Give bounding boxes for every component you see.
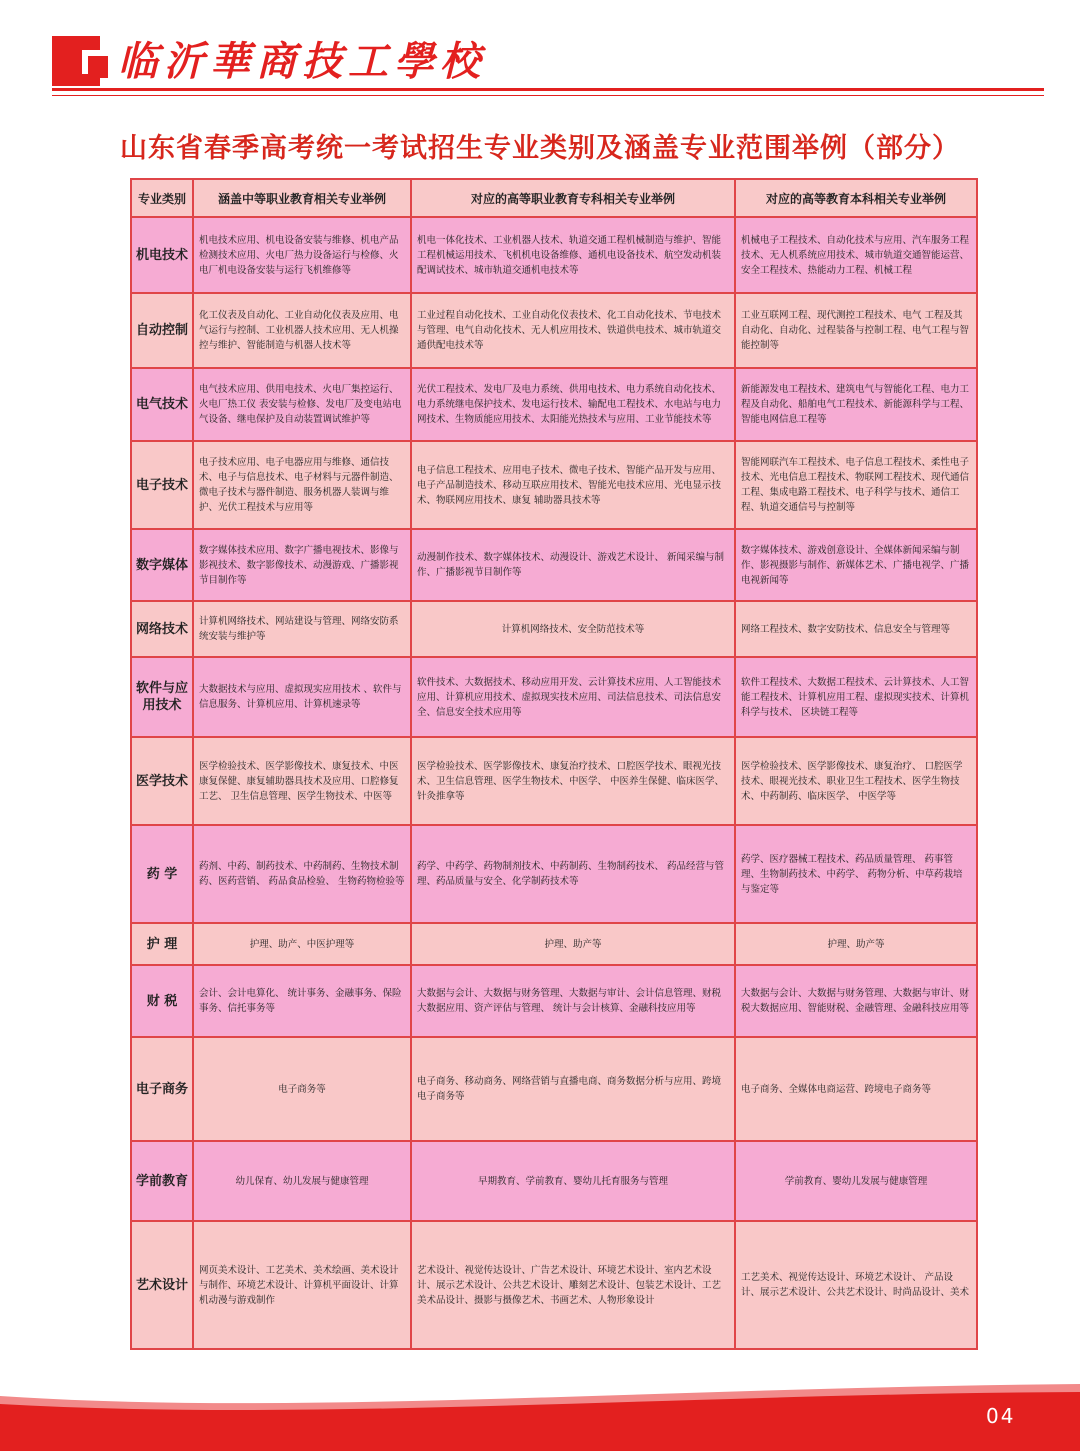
row-bachelor: 药学、医疗器械工程技术、药品质量管理、 药事管理、生物制药技术、中药学、 药物分析、中草药栽培与鉴定等 (735, 825, 977, 923)
row-secondary: 大数据技术与应用、虚拟现实应用技术 、软件与信息服务、计算机应用、计算机速录等 (193, 657, 411, 737)
row-college: 工业过程自动化技术、工业自动化仪表技术、化工自动化技术、节电技术与管理、电气自动化技术、无人机应用技术、铁道供电技术、城市轨道交通供配电技术等 (411, 293, 735, 368)
table-row (131, 737, 977, 825)
table-row (131, 657, 977, 737)
row-bachelor: 大数据与会计、大数据与财务管理、大数据与审计、财税大数据应用、智能财税、金融管理、金融科技应用等 (735, 965, 977, 1037)
row-college: 护理、助产等 (411, 923, 735, 965)
row-category: 护 理 (131, 923, 193, 965)
header-divider (52, 88, 1044, 91)
header-divider-thin (52, 95, 1044, 96)
table-row (131, 293, 977, 368)
row-college: 医学检验技术、医学影像技术、康复治疗技术、口腔医学技术、眼视光技术、卫生信息管理、医学生物技术、中医学、 中医养生保健、临床医学、针灸推拿等 (411, 737, 735, 825)
table-row (131, 1141, 977, 1221)
header-college: 对应的高等职业教育专科相关专业举例 (411, 179, 735, 217)
row-category: 学前教育 (131, 1141, 193, 1221)
row-bachelor: 数字媒体技术、游戏创意设计、全媒体新闻采编与制作、影视摄影与制作、新媒体艺术、广播电视学、广播电视新闻等 (735, 529, 977, 601)
row-college: 光伏工程技术、发电厂及电力系统、供用电技术、电力系统自动化技术、电力系统继电保护技术、发电运行技术、输配电工程技术、水电站与电力网技术、生物质能应用技术、太阳能光热技术与应用、工业节能技术等 (411, 368, 735, 441)
row-bachelor: 电子商务、全媒体电商运营、跨境电子商务等 (735, 1037, 977, 1141)
row-bachelor: 医学检验技术、医学影像技术、康复治疗、 口腔医学技术、眼视光技术、职业卫生工程技术、医学生物技术、中药制药、临床医学、 中医学等 (735, 737, 977, 825)
row-category: 电子商务 (131, 1037, 193, 1141)
row-category: 电子技术 (131, 441, 193, 529)
row-secondary: 化工仪表及自动化、工业自动化仪表及应用、电气运行与控制、工业机器人技术应用、无人机操控与维护、智能制造与机器人技术等 (193, 293, 411, 368)
row-secondary: 护理、助产、中医护理等 (193, 923, 411, 965)
row-bachelor: 软件工程技术、大数据工程技术、云计算技术、人工智能工程技术、计算机应用工程、虚拟现实技术、计算机科学与技术、 区块链工程等 (735, 657, 977, 737)
row-secondary: 电子技术应用、电子电器应用与维修、通信技术、电子与信息技术、电子材料与元器件制造、微电子技术与器件制造、服务机器人装调与维护、光伏工程技术与应用等 (193, 441, 411, 529)
row-secondary: 药剂、中药、制药技术、中药制药、生物技术制药、医药营销、 药品食品检验、 生物药物检验等 (193, 825, 411, 923)
row-bachelor: 护理、助产等 (735, 923, 977, 965)
table-row (131, 217, 977, 293)
table-row (131, 1037, 977, 1141)
row-college: 计算机网络技术、安全防范技术等 (411, 601, 735, 657)
table-row (131, 441, 977, 529)
row-category: 财 税 (131, 965, 193, 1037)
table-row (131, 923, 977, 965)
page-header (0, 0, 1080, 100)
row-secondary: 网页美术设计、工艺美术、美术绘画、美术设计与制作、环境艺术设计、计算机平面设计、计算机动漫与游戏制作 (193, 1221, 411, 1349)
row-secondary: 医学检验技术、医学影像技术、康复技术、中医康复保健、康复辅助器具技术及应用、口腔修复工艺、 卫生信息管理、医学生物技术、中医等 (193, 737, 411, 825)
row-category: 网络技术 (131, 601, 193, 657)
row-bachelor: 网络工程技术、数字安防技术、信息安全与管理等 (735, 601, 977, 657)
table-row (131, 1221, 977, 1349)
row-college: 大数据与会计、大数据与财务管理、大数据与审计、会计信息管理、财税大数据应用、资产评估与管理、 统计与会计核算、金融科技应用等 (411, 965, 735, 1037)
row-college: 电子商务、移动商务、网络营销与直播电商、商务数据分析与应用、跨境电子商务等 (411, 1037, 735, 1141)
table-row (131, 825, 977, 923)
footer-wave-decoration (0, 1382, 1080, 1451)
school-logo-icon (52, 36, 112, 90)
table-row (131, 529, 977, 601)
row-category: 软件与应用技术 (131, 657, 193, 737)
row-bachelor: 学前教育、婴幼儿发展与健康管理 (735, 1141, 977, 1221)
page-number: 04 (986, 1404, 1016, 1428)
row-college: 电子信息工程技术、应用电子技术、微电子技术、智能产品开发与应用、电子产品制造技术、移动互联应用技术、智能光电技术应用、光电显示技术、物联网应用技术、康复 辅助器具技术等 (411, 441, 735, 529)
row-bachelor: 工艺美术、视觉传达设计、环境艺术设计、 产品设计、展示艺术设计、公共艺术设计、时尚品设计、美术 (735, 1221, 977, 1349)
row-secondary: 幼儿保育、幼儿发展与健康管理 (193, 1141, 411, 1221)
row-college: 动漫制作技术、数字媒体技术、动漫设计、游戏艺术设计、 新闻采编与制作、广播影视节目制作等 (411, 529, 735, 601)
row-bachelor: 工业互联网工程、现代测控工程技术、电气 工程及其自动化、自动化、过程装备与控制工程、电气工程与智能控制等 (735, 293, 977, 368)
row-secondary: 计算机网络技术、网站建设与管理、网络安防系统安装与维护等 (193, 601, 411, 657)
row-college: 早期教育、学前教育、婴幼儿托育服务与管理 (411, 1141, 735, 1221)
header-secondary: 涵盖中等职业教育相关专业举例 (193, 179, 411, 217)
row-secondary: 电子商务等 (193, 1037, 411, 1141)
row-college: 机电一体化技术、工业机器人技术、轨道交通工程机械制造与维护、智能工程机械运用技术、飞机机电设备维修、通机电设备技术、航空发动机装配调试技术、城市轨道交通机电技术等 (411, 217, 735, 293)
row-bachelor: 新能源发电工程技术、建筑电气与智能化工程、电力工程及自动化、船舶电气工程技术、新能源科学与工程、智能电网信息工程等 (735, 368, 977, 441)
row-category: 数字媒体 (131, 529, 193, 601)
row-category: 机电技术 (131, 217, 193, 293)
row-college: 艺术设计、视觉传达设计、广告艺术设计、环境艺术设计、室内艺术设计、展示艺术设计、公共艺术设计、雕刻艺术设计、包装艺术设计、工艺美术品设计、摄影与摄像艺术、书画艺术、人物形象设计 (411, 1221, 735, 1349)
table-row (131, 601, 977, 657)
header-category: 专业类别 (131, 179, 193, 217)
row-secondary: 电气技术应用、供用电技术、火电厂集控运行、火电厂热工仪 表安装与检修、发电厂及变电站电气设备、继电保护及自动装置调试维护等 (193, 368, 411, 441)
majors-table (130, 178, 978, 1350)
table-header-row (131, 179, 977, 217)
row-secondary: 会计、会计电算化、 统计事务、金融事务、保险事务、信托事务等 (193, 965, 411, 1037)
row-bachelor: 机械电子工程技术、自动化技术与应用、汽车服务工程技术、无人机系统应用技术、城市轨道交通智能运营、安全工程技术、热能动力工程、机械工程 (735, 217, 977, 293)
row-category: 药 学 (131, 825, 193, 923)
row-bachelor: 智能网联汽车工程技术、电子信息工程技术、柔性电子技术、光电信息工程技术、物联网工程技术、现代通信工程、集成电路工程技术、电子科学与技术、通信工程、轨道交通信号与控制等 (735, 441, 977, 529)
row-category: 医学技术 (131, 737, 193, 825)
row-secondary: 机电技术应用、机电设备安装与维修、机电产品检测技术应用、火电厂热力设备运行与检修、火电厂机电设备安装与运行飞机维修等 (193, 217, 411, 293)
row-category: 电气技术 (131, 368, 193, 441)
row-college: 药学、中药学、药物制剂技术、中药制药、生物制药技术、 药品经营与管理、药品质量与安全、化学制药技术等 (411, 825, 735, 923)
row-category: 自动控制 (131, 293, 193, 368)
row-secondary: 数字媒体技术应用、数字广播电视技术、影像与影视技术、数字影像技术、动漫游戏、广播影视节目制作等 (193, 529, 411, 601)
page-title: 山东省春季高考统一考试招生专业类别及涵盖专业范围举例（部分） (120, 133, 960, 164)
row-category: 艺术设计 (131, 1221, 193, 1349)
row-college: 软件技术、大数据技术、移动应用开发、云计算技术应用、人工智能技术应用、计算机应用技术、虚拟现实技术应用、司法信息技术、司法信息安全、信息安全技术应用等 (411, 657, 735, 737)
school-name: 临沂華商技工學校 (118, 38, 486, 85)
header-bachelor: 对应的高等教育本科相关专业举例 (735, 179, 977, 217)
table-row (131, 965, 977, 1037)
table-row (131, 368, 977, 441)
